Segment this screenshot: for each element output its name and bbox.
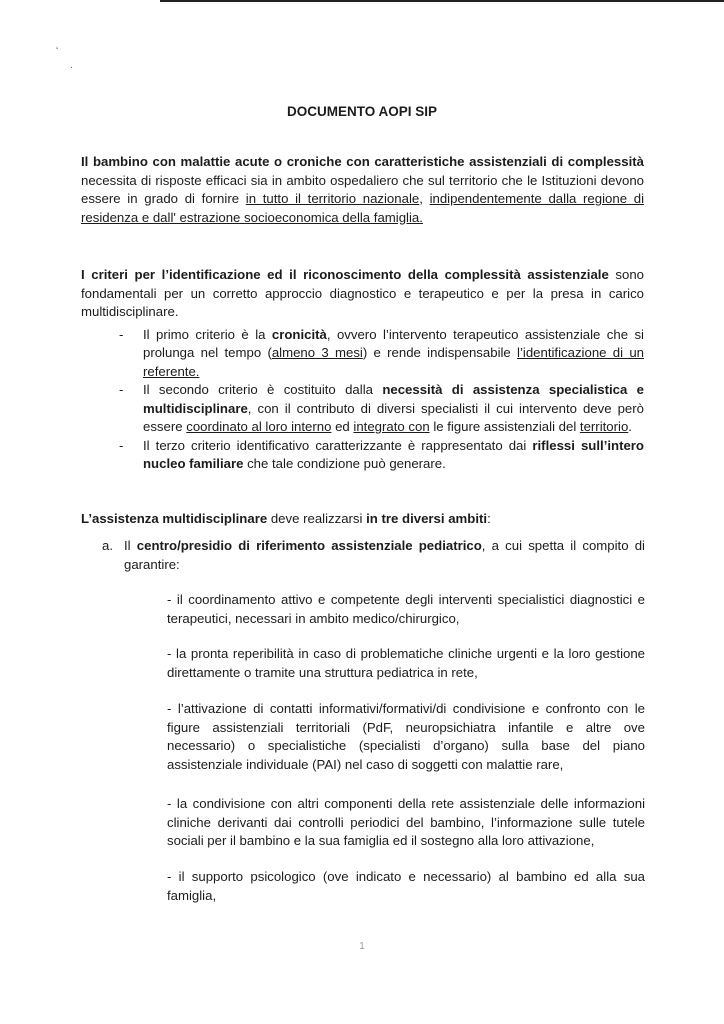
criteria-underline: almeno 3 mesi [271, 345, 363, 360]
criteria-bold: necessità di assistenza specialistica e multidisciplinare [143, 382, 644, 416]
criteria-text: , ovvero l’intervento terapeutico assistenziale che si prolunga nel tempo ( [143, 326, 644, 360]
ambito-bold: centro/presidio di riferimento assistenziale pediatrico [136, 538, 482, 553]
intro-paragraph [81, 153, 644, 227]
page-number: 1 [359, 941, 365, 952]
criteria-bold: cronicità [271, 326, 327, 342]
criteria-underline: territorio [579, 419, 629, 434]
criteria-underline: integrato con [353, 419, 430, 434]
intro-text: necessita di risposte efficaci sia in ambito ospedaliero che sul territorio che le Istituzioni devono essere in grado di fornire [81, 172, 644, 206]
criteria-section [81, 266, 644, 474]
criteria-underline: l’identificazione di un referente. [143, 345, 644, 379]
duty-sharing: - la condivisione con altri componenti della rete assistenziale delle informazioni cliniche derivanti dai controlli periodici del bambino, l’informazione sulle tutele sociali per il bambino e la sua famiglia ed il sostegno alla loro attivazione, [167, 796, 645, 848]
criteria-text: che tale condizione può generare. [243, 456, 446, 471]
criteria-text: . [628, 419, 632, 434]
ambito-text: , a cui spetta il compito di garantire: [124, 538, 645, 572]
document-title: DOCUMENTO AOPI SIP [286, 104, 438, 119]
ambito-marker: a. [102, 538, 113, 553]
duty-coordination: - il coordinamento attivo e competente degli interventi specialistici diagnostici e terapeutici, necessari in ambito medico/chirurgico, [167, 592, 645, 626]
duty-contacts: - l’attivazione di contatti informativi/formativi/di condivisione e confronto con le figure assistenziali territoriali (PdF, neuropsichiatra infantile e altre ove necessario) o specialistiche (specialisti d’organo) sulla base del piano assistenziale individuale (PAI) nel caso di soggetti con malattie rare, [167, 701, 645, 772]
criteria-intro [81, 266, 644, 322]
criteria-bold-lead: I criteri per l’identificazione ed il riconoscimento della complessità assistenziale [81, 267, 609, 282]
intro-underline-independence: indipendentemente dalla regione di residenza e dall' estrazione socioeconomica della famiglia. [81, 191, 645, 225]
criteria-text: Il secondo criterio è costituito dalla [143, 382, 383, 397]
speck-mark: . [70, 60, 73, 71]
criteria-text: , con il contributo di diversi specialisti il cui intervento deve però essere [143, 400, 644, 434]
criteria-bold: riflessi sull’intero nucleo familiare [143, 437, 644, 471]
criteria-text: Il terzo criterio identificativo caratterizzante è rappresentato dai [143, 437, 533, 453]
multi-text: deve realizzarsi [267, 511, 367, 526]
speck-mark: ʻ [56, 46, 59, 57]
multi-bold-lead: L’assistenza multidisciplinare [81, 511, 268, 526]
multi-bold-ambiti: in tre diversi ambiti [366, 511, 488, 526]
criteria-text: le figure assistenziali del [429, 419, 580, 434]
criteria-item-third [81, 437, 644, 474]
duty-psychological-support: - il supporto psicologico (ove indicato e necessario) al bambino ed alla sua famiglia, [167, 869, 645, 903]
criteria-text: Il primo criterio è la [143, 326, 272, 342]
intro-underline-territory: in tutto il territorio nazionale [245, 191, 420, 206]
criteria-item-first [81, 326, 644, 382]
criteria-list [81, 326, 644, 474]
scan-top-edge-line [160, 0, 724, 2]
criteria-intro-text: sono fondamentali per un corretto approccio diagnostico e terapeutico e per la presa in carico multidisciplinare. [81, 267, 645, 319]
criteria-item-second [81, 381, 644, 437]
criteria-text: ) e rende indispensabile [362, 345, 518, 360]
criteria-text: ed [331, 419, 354, 434]
multi-colon: : [487, 511, 491, 526]
intro-separator: , [419, 191, 430, 206]
ambito-a [102, 537, 645, 574]
criteria-underline: coordinato al loro interno [186, 419, 332, 434]
multidisciplinary-heading [81, 510, 644, 529]
intro-bold-lead: Il bambino con malattie acute o croniche con caratteristiche assistenziali di complessità [81, 154, 644, 169]
duty-availability: - la pronta reperibilità in caso di problematiche cliniche urgenti e la loro gestione direttamente o tramite una struttura pediatrica in rete, [167, 646, 645, 680]
scan-specks [56, 46, 73, 72]
ambito-text: Il [124, 538, 137, 553]
